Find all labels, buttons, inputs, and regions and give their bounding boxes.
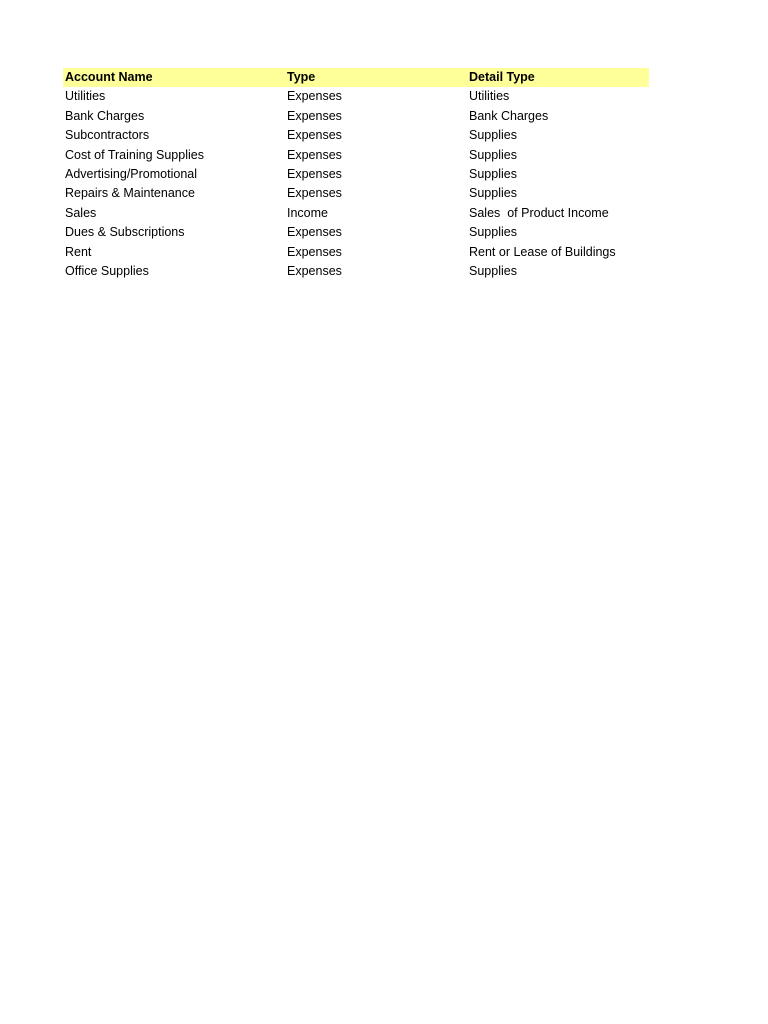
table-row (63, 223, 649, 242)
cell-account-name: Cost of Training Supplies (65, 147, 204, 162)
table-row (63, 184, 649, 203)
table-row (63, 165, 649, 184)
header-row (63, 68, 649, 87)
cell-account-name: Office Supplies (65, 264, 149, 279)
cell-detail-type: Supplies (469, 128, 517, 143)
cell-detail-type: Supplies (469, 167, 517, 182)
cell-detail-type: Sales of Product Income (469, 205, 609, 220)
cell-detail-type: Supplies (469, 147, 517, 162)
cell-account-name: Repairs & Maintenance (65, 186, 195, 201)
cell-account-name: Rent (65, 244, 92, 259)
table-row (63, 204, 649, 223)
table-row (63, 87, 649, 106)
header-type: Type (287, 70, 316, 84)
table-row (63, 107, 649, 126)
cell-type: Expenses (287, 108, 342, 123)
cell-type: Expenses (287, 128, 342, 143)
cell-detail-type: Utilities (469, 89, 510, 104)
table-row (63, 262, 649, 281)
cell-detail-type: Supplies (469, 225, 517, 240)
table-row (63, 146, 649, 165)
header-detail-type: Detail Type (469, 70, 535, 84)
cell-account-name: Dues & Subscriptions (65, 225, 185, 240)
cell-type: Expenses (287, 167, 342, 182)
cell-detail-type: Supplies (469, 186, 517, 201)
cell-type: Expenses (287, 147, 342, 162)
cell-type: Expenses (287, 186, 342, 201)
cell-type: Expenses (287, 89, 342, 104)
table-row (63, 126, 649, 145)
cell-account-name: Advertising/Promotional (65, 167, 198, 182)
header-account-name: Account Name (65, 70, 153, 84)
accounts-table (63, 68, 649, 281)
cell-type: Expenses (287, 244, 342, 259)
cell-type: Expenses (287, 225, 342, 240)
cell-account-name: Sales (65, 205, 97, 220)
cell-detail-type: Bank Charges (469, 108, 549, 123)
cell-type: Expenses (287, 264, 342, 279)
cell-account-name: Bank Charges (65, 108, 145, 123)
cell-account-name: Subcontractors (65, 128, 150, 143)
cell-detail-type: Rent or Lease of Buildings (469, 244, 616, 259)
table-row (63, 243, 649, 262)
cell-detail-type: Supplies (469, 264, 517, 279)
cell-type: Income (287, 205, 328, 220)
cell-account-name: Utilities (65, 89, 106, 104)
account-table-sheet (63, 68, 649, 281)
